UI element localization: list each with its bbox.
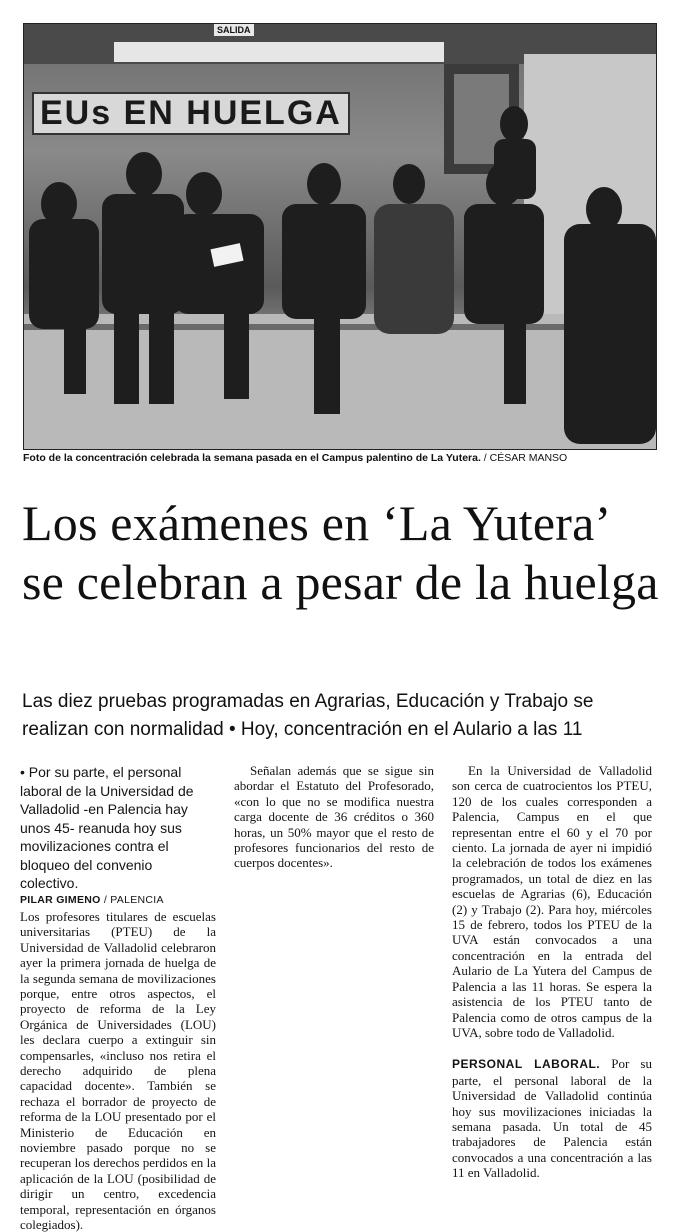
photo-credit: / CÉSAR MANSO	[480, 452, 568, 464]
body-paragraph-4-text: Por su parte, el personal laboral de la Universidad de Valladolid continúa hoy sus movilizaciones iniciadas la semana pasada. Un total de 45 trabajadores de Palencia están convocados a una concentración a las 11 en Valladolid.	[452, 1056, 652, 1181]
body-paragraph-1: Los profesores titulares de escuelas universitarias (PTEU) de la Universidad de Valladolid celebraron ayer la primera jornada de huelga de la segunda semana de movilizaciones porque, entre otros aspectos, el proyecto de reforma de la Ley Orgánica de Universidades (LOU) les declara cuerpo a extinguir sin compensarles, «incluso nos retira el derecho adquirido de plena capacidad docente». También se rechaza el borrador de proyecto de reforma de la LOU presentado por el Ministerio de Educación en noviembre pasado porque no se recuperan los derechos perdidos en la aplicación de la LOU (posibilidad de dirigir un centro, excedencia temporal, representación en órganos colegiados).	[20, 908, 216, 1232]
photo-caption	[23, 452, 663, 464]
byline-city: / PALENCIA	[100, 893, 164, 906]
photo-scene	[24, 24, 656, 449]
subheadline: Las diez pruebas programadas en Agrarias, Educación y Trabajo se realizan con normalidad • Hoy, concentración en el Aulario a las 11	[22, 691, 594, 740]
byline	[20, 893, 216, 908]
body-paragraph-4	[452, 1056, 652, 1180]
lead-summary: • Por su parte, el personal laboral de la Universidad de Valladolid -en Palencia hay unos 45- reanuda hoy sus movilizaciones contra el bloqueo del convenio colectivo.	[20, 764, 194, 891]
body-paragraph-3: En la Universidad de Valladolid son cerca de cuatrocientos los PTEU, 120 de los cuales corresponden a Palencia, Campus en el que representan entre el 60 y el 70 por ciento. La jornada de ayer ni impidió la celebración de todos los exámenes programados, un total de diez en las escuelas de Agrarias (6), Educación (2) y Trabajo (2). Para hoy, miércoles 15 de febrero, todos los PTEU de la UVA están convocados a una concentración en la entrada del Aulario de La Yutera del Campus de Palencia a las 11 horas. Se espera la asistencia de los PTEU tanto de Palencia como de otros campus de la UVA, sobre todo de Valladolid.	[452, 763, 652, 1040]
exit-sign: SALIDA	[214, 24, 254, 36]
article-column-2	[234, 763, 434, 871]
protest-banner: EUs EN HUELGA	[32, 92, 350, 135]
article-column-1	[20, 763, 216, 1232]
article-column-3	[452, 763, 652, 1181]
caption-text: Foto de la concentración celebrada la semana pasada en el Campus palentino de La Yutera.	[23, 452, 481, 464]
body-paragraph-2: Señalan además que se sigue sin abordar el Estatuto del Profesorado, «con lo que no se modifica nuestra carga docente de 36 créditos o 360 horas, un 50% mayor que el resto de profesores funcionarios del resto de cuerpos docentes».	[234, 763, 434, 871]
headline: Los exámenes en ‘La Yutera’ se celebran a pesar de la huelga	[22, 495, 659, 610]
section-heading: PERSONAL LABORAL.	[452, 1057, 601, 1072]
news-photo	[23, 23, 657, 450]
byline-author: PILAR GIMENO	[20, 893, 101, 906]
